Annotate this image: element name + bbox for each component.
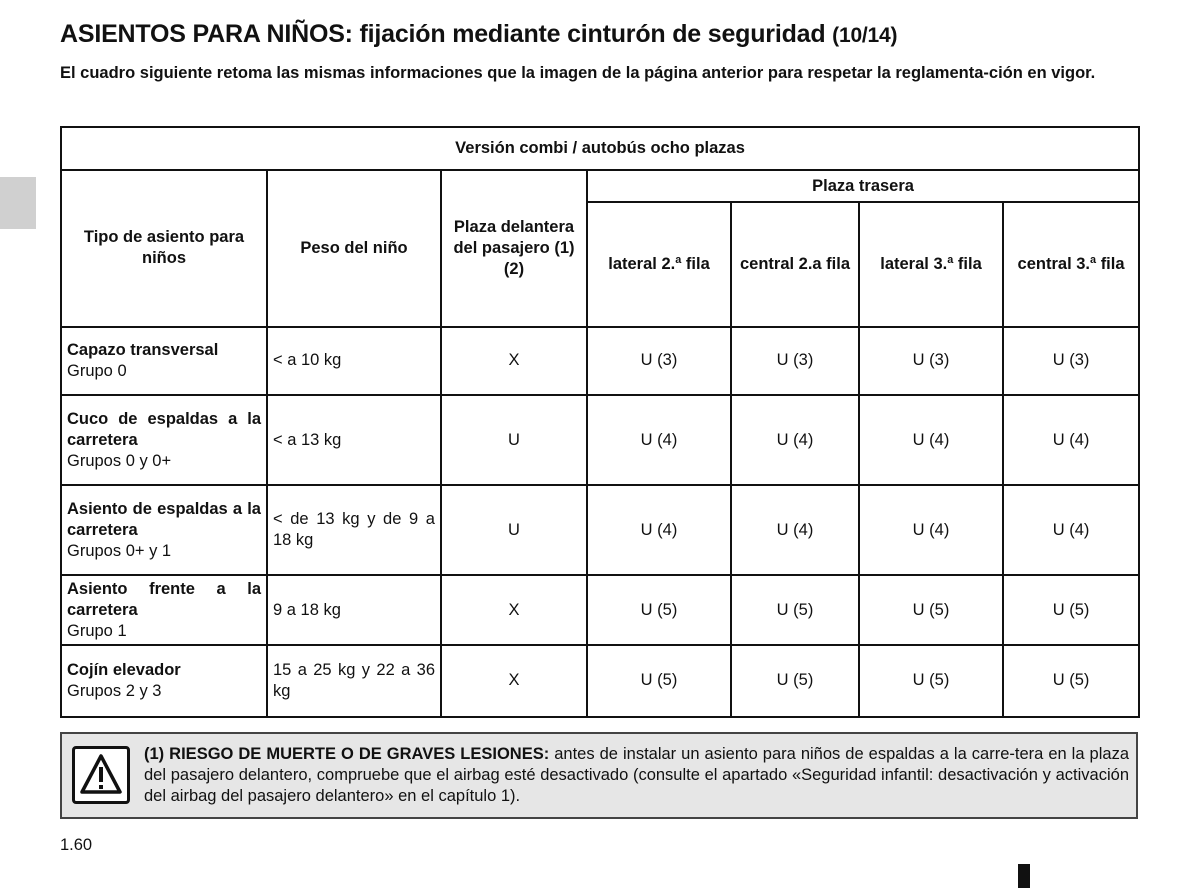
seat-group: Grupo 0 [67,361,127,380]
rear-seat-cell: U (5) [859,645,1003,717]
rear-seat-cell: U (5) [1003,575,1139,644]
header-seat-type: Tipo de asiento para niños [61,170,267,327]
rear-seat-cell: U (5) [587,645,731,717]
seat-type-name: Cuco de espaldas a la carretera [67,409,261,449]
weight-value: < de 13 kg y de 9 a 18 kg [273,510,435,550]
rear-seat-cell: U (4) [1003,395,1139,485]
weight-value: < a 13 kg [273,430,342,449]
seat-type-cell [61,395,267,485]
weight-cell [267,485,441,575]
front-seat-cell: X [441,645,587,717]
weight-cell [267,395,441,485]
rear-seat-cell: U (3) [731,327,859,395]
rear-seat-cell: U (5) [1003,645,1139,717]
corner-mark [1018,864,1030,888]
seat-group: Grupo 1 [67,621,127,640]
front-seat-cell: X [441,327,587,395]
warning-text [144,744,1129,807]
header-rear-col: central 2.a fila [731,202,859,326]
weight-cell [267,575,441,644]
seat-group: Grupos 0+ y 1 [67,541,172,560]
rear-seat-cell: U (4) [1003,485,1139,575]
rear-seat-cell: U (4) [587,485,731,575]
header-rear-seat: Plaza trasera [587,170,1139,202]
rear-seat-cell: U (4) [587,395,731,485]
table-row [61,575,1139,644]
table-row [61,327,1139,395]
table-row [61,395,1139,485]
rear-seat-cell: U (5) [731,575,859,644]
front-seat-cell: X [441,575,587,644]
rear-seat-cell: U (4) [859,395,1003,485]
weight-value: < a 10 kg [273,351,342,370]
rear-seat-cell: U (4) [731,485,859,575]
weight-value: 15 a 25 kg y 22 a 36 kg [273,660,435,700]
warning-triangle-icon [72,746,130,804]
seat-type-name: Asiento frente a la carretera [67,579,261,619]
seat-type-cell [61,645,267,717]
seat-type-name: Capazo transversal [67,340,219,359]
warning-lead: (1) RIESGO DE MUERTE O DE GRAVES LESIONES: [144,745,550,763]
rear-seat-cell: U (5) [587,575,731,644]
weight-cell [267,327,441,395]
seat-group: Grupos 2 y 3 [67,681,162,700]
table-caption: Versión combi / autobús ocho plazas [61,127,1139,170]
rear-seat-cell: U (4) [859,485,1003,575]
front-seat-cell: U [441,485,587,575]
header-rear-col: lateral 2.ª fila [587,202,731,326]
rear-seat-cell: U (5) [859,575,1003,644]
rear-seat-cell: U (3) [859,327,1003,395]
weight-cell [267,645,441,717]
child-seat-table [60,126,1140,718]
front-seat-cell: U [441,395,587,485]
rear-seat-cell: U (3) [587,327,731,395]
seat-type-cell [61,575,267,644]
page-number: 1.60 [60,836,93,854]
seat-group: Grupos 0 y 0+ [67,451,172,470]
warning-box [60,732,1138,819]
rear-seat-cell: U (5) [731,645,859,717]
page-title [60,20,897,49]
page-title-main: ASIENTOS PARA NIÑOS: fijación mediante cinturón de seguridad [60,20,826,48]
header-rear-col: lateral 3.ª fila [859,202,1003,326]
table-row [61,485,1139,575]
seat-type-cell [61,485,267,575]
page-title-part: (10/14) [832,24,898,47]
seat-type-cell [61,327,267,395]
warning-body: antes de instalar un asiento para niños de espaldas a la carre-tera en la plaza del pasajero delantero, compruebe que el airbag esté desactivado (consulte el apartado «Seguridad infantil: desactivación y activación del airbag del pasajero delantero» en el capítulo 1). [144,745,1129,805]
seat-type-name: Asiento de espaldas a la carretera [67,499,261,539]
header-front-seat: Plaza delantera del pasajero (1) (2) [441,170,587,327]
rear-seat-cell: U (4) [731,395,859,485]
header-weight: Peso del niño [267,170,441,327]
weight-value: 9 a 18 kg [273,600,341,619]
seat-type-name: Cojín elevador [67,660,181,679]
chapter-tab [0,177,36,229]
table-row [61,645,1139,717]
header-rear-col: central 3.ª fila [1003,202,1139,326]
intro-paragraph: El cuadro siguiente retoma las mismas informaciones que la imagen de la página anterior para respetar la reglamenta-ción en vigor. [60,64,1096,82]
rear-seat-cell: U (3) [1003,327,1139,395]
